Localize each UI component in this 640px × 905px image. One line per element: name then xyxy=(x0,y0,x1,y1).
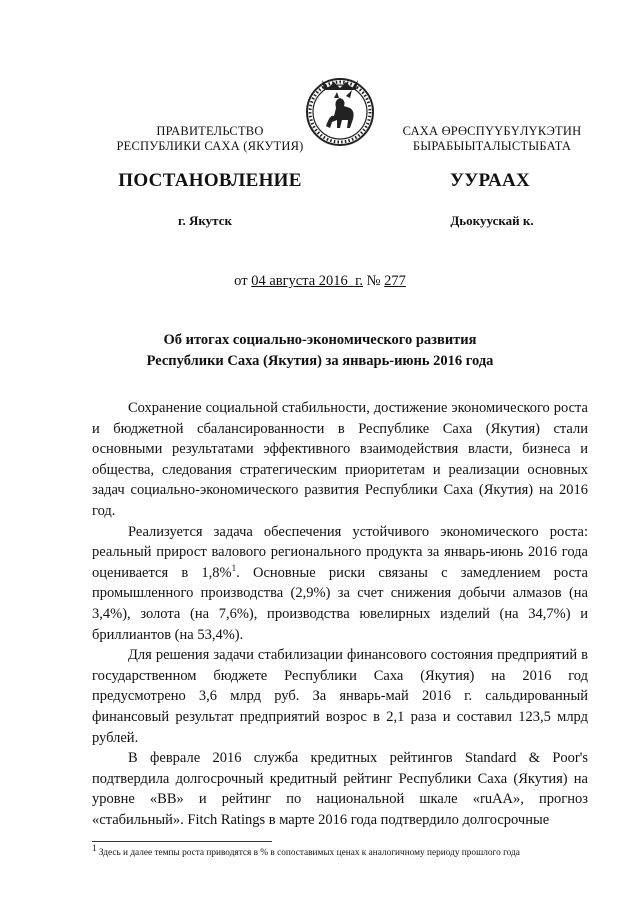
decree-number: 277 xyxy=(384,273,406,289)
left-org-line1: ПРАВИТЕЛЬСТВО xyxy=(156,124,264,138)
document-body xyxy=(92,398,588,830)
right-org-line1: САХА ӨРӨСПҮҮБҮЛҮКЭТИН xyxy=(402,124,582,138)
decree-prefix: от xyxy=(234,273,252,289)
doc-type-left: ПОСТАНОВЛЕНИЕ xyxy=(118,170,302,191)
decree-number-prefix: № xyxy=(363,273,385,289)
right-org-block xyxy=(382,124,602,154)
left-org-block xyxy=(100,124,320,154)
decree-date: 04 августа 2016 xyxy=(251,273,348,289)
paragraph-2 xyxy=(92,522,588,646)
footnote-divider xyxy=(92,841,272,842)
right-org-line2: БЫРАБЫЫТАЛЫСТЫБАТА xyxy=(412,139,572,153)
paragraph-2-part2: . Основные риски связаны с замедлением роста промышленного производства (2,9%) за счет снижения добычи алмазов (на 3,4%), золота (на 7,6%), производства ювелирных изделий (на 34,7%) и бриллиантов (на 53,4%). xyxy=(92,564,588,643)
document-title xyxy=(90,330,550,372)
city-left: г. Якутск xyxy=(178,213,232,228)
city-right: Дьокуускай к. xyxy=(450,213,534,228)
paragraph-4: В феврале 2016 служба кредитных рейтингов Standard & Poor's подтвердила долгосрочный кредитный рейтинг Республики Саха (Якутия) на уровне «BB» и рейтинг по национальной шкале «ruAA», прогноз «стабильный». Fitch Ratings в марте 2016 года подтвердило долгосрочные xyxy=(92,750,588,828)
paragraph-2-part1: Реализуется задача обеспечения устойчивого экономического роста: реальный прирост валового регионального продукта за январь-июнь 2016 года оценивается в 1,8% xyxy=(92,523,588,581)
paragraph-1: Сохранение социальной стабильности, достижение экономического роста и бюджетной сбалансированности в Республике Саха (Якутия) стали основными результатами эффективного взаимодействия власти, бизнеса и общества, следования стратегическим приоритетам и реализации основных задач социально-экономического развития Республики Саха (Якутия) на 2016 год. xyxy=(92,400,588,519)
decree-gap xyxy=(348,273,355,289)
title-line1: Об итогах социально-экономического развития xyxy=(163,332,477,348)
left-org-line2: РЕСПУБЛИКИ САХА (ЯКУТИЯ) xyxy=(116,139,304,153)
footnote-mark: 1 xyxy=(92,842,97,853)
decree-line xyxy=(180,273,460,290)
title-line2: Республики Саха (Якутия) за январь-июнь 2016 года xyxy=(146,353,494,369)
doc-type-right: УУРААХ xyxy=(449,170,531,191)
footnote-text: Здесь и далее темпы роста приводятся в % в сопоставимых ценах к аналогичному периоду прошлого года xyxy=(96,848,520,858)
footnote-ref: 1 xyxy=(231,562,237,573)
footnote xyxy=(92,842,592,859)
paragraph-3: Для решения задачи стабилизации финансового состояния предприятий в государственном бюджете Республики Саха (Якутия) на 2016 год предусмотрено 3,6 млрд руб. За январь-май 2016 г. сальдированный финансовый результат предприятий возрос в 2,1 раза и составил 123,5 млрд рублей. xyxy=(92,647,588,746)
decree-year-suffix: г. xyxy=(355,273,363,289)
